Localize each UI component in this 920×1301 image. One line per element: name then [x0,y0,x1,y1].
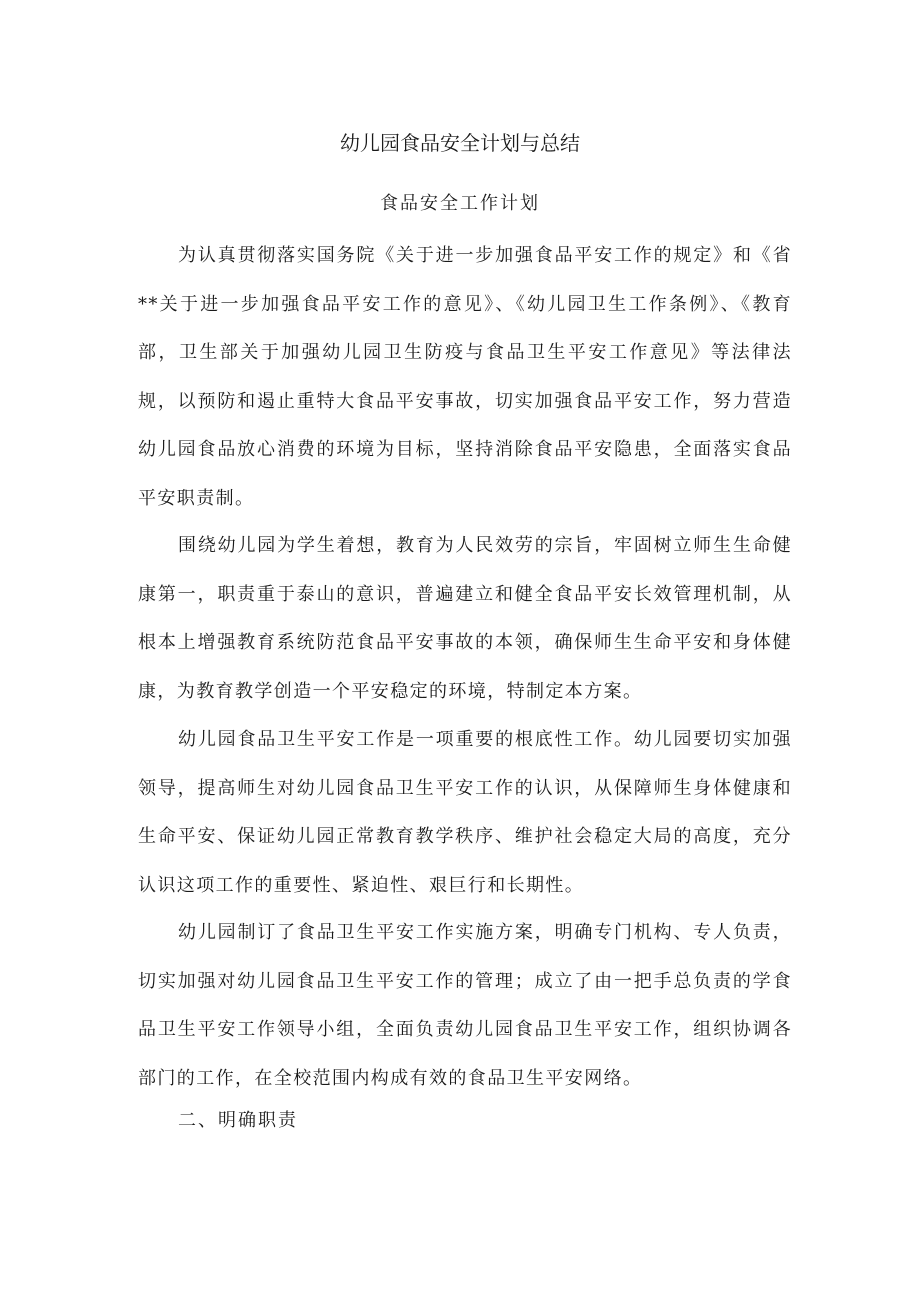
document-title: 幼儿园食品安全计划与总结 [340,131,580,155]
paragraph-2: 围绕幼儿园为学生着想，教育为人民效劳的宗旨，牢固树立师生生命健康第一，职责重于泰山的意识，普遍建立和健全食品平安长效管理机制，从根本上增强教育系统防范食品平安事故的本领，确保师生生命平安和身体健康，为教育教学创造一个平安稳定的环境，特制定本方案。 [138,535,792,702]
paragraph-1: 为认真贯彻落实国务院《关于进一步加强食品平安工作的规定》和《省**关于进一步加强食品平安工作的意见》、《幼儿园卫生工作条例》、《教育部，卫生部关于加强幼儿园卫生防疫与食品卫生平安工作意见》等法律法规，以预防和遏止重特大食品平安事故，切实加强食品平安工作，努力营造幼儿园食品放心消费的环境为目标，坚持消除食品平安隐患，全面落实食品平安职责制。 [138,245,792,509]
section-title: 食品安全工作计划 [380,193,540,214]
paragraph-4: 幼儿园制订了食品卫生平安工作实施方案，明确专门机构、专人负责，切实加强对幼儿园食品卫生平安工作的管理；成立了由一把手总负责的学食品卫生平安工作领导小组，全面负责幼儿园食品卫生平安工作，组织协调各部门的工作，在全校范围内构成有效的食品卫生平安网络。 [138,922,792,1089]
section-heading-2: 二、明确职责 [178,1110,298,1131]
paragraph-3: 幼儿园食品卫生平安工作是一项重要的根底性工作。幼儿园要切实加强领导，提高师生对幼儿园食品卫生平安工作的认识，从保障师生身体健康和生命平安、保证幼儿园正常教育教学秩序、维护社会稳定大局的高度，充分认识这项工作的重要性、紧迫性、艰巨行和长期性。 [138,729,792,896]
